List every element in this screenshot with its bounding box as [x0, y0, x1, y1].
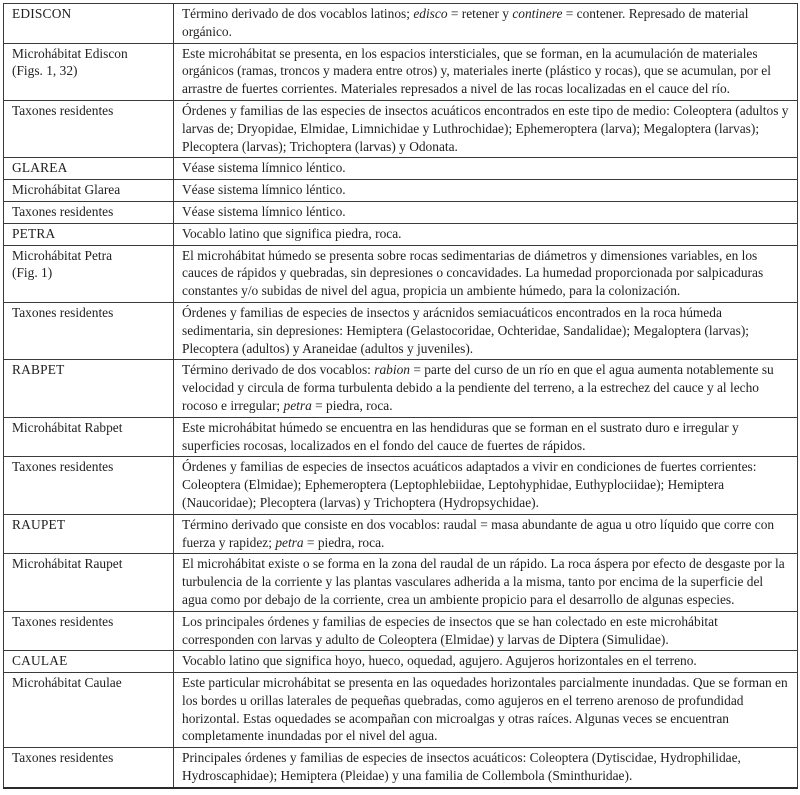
table-row-0-term [4, 4, 798, 44]
table-row-10-attribute [4, 417, 798, 457]
table-row-7-attribute [4, 245, 798, 302]
description-cell [174, 417, 798, 457]
label-line: Taxones residentes [12, 750, 114, 766]
table-row-8-attribute [4, 302, 798, 359]
table-row-13-attribute [4, 554, 798, 611]
label-line: (Fig. 1) [12, 265, 53, 281]
text-segment: Los principales órdenes y familias de especies de insectos que se han colectado en este microhábitat corresponden con larvas y adulto de Coleoptera (Elmidae) y larvas de Diptera (Simulidae). [182, 613, 718, 647]
label-line: CAULAE [12, 653, 68, 669]
attribute-label-cell [4, 457, 174, 514]
table-row-11-attribute [4, 457, 798, 514]
label-line: Microhábitat Raupet [12, 556, 123, 572]
text-segment: = parte del curso de un río en que el agua aumenta notablemente su velocidad y circula de forma turbulenta debido a la pendiente del terreno, a la estrechez del cauce y al lecho rocoso e irregular; [182, 362, 774, 413]
description-cell [174, 651, 798, 673]
attribute-label-cell [4, 611, 174, 651]
attribute-label-cell [4, 43, 174, 100]
label-line: Taxones residentes [12, 459, 114, 475]
text-segment: Órdenes y familias de especies de insectos acuáticos adaptados a vivir en condiciones de fuertes corrientes: Coleoptera (Elmidae); Ephemeroptera (Leptophlebiidae, Leptohyphidae, Euthyplociidae); Hemiptera (Naucoridae); Plecoptera (larvas) y Trichoptera (Hydropsychidae). [182, 459, 757, 510]
text-segment: Véase sistema límnico léntico. [182, 203, 346, 219]
attribute-label-cell [4, 748, 174, 788]
italic-text-segment: rabion [374, 362, 410, 378]
attribute-label-cell [4, 245, 174, 302]
italic-text-segment: continere [512, 6, 563, 21]
text-segment: Término derivado de dos vocablos latinos; [182, 6, 414, 21]
table-row-4-attribute [4, 180, 798, 202]
table-row-15-term [4, 651, 798, 673]
label-line: Microhábitat Petra [12, 247, 113, 263]
text-segment: El microhábitat húmedo se presenta sobre rocas sedimentarias de diámetros y dimensiones variables, en los cauces de rápidos y quebradas, sin depresiones o concavidades. La humedad proporcionada por salpicaduras constantes y/o subidas de nivel del agua, propicia un ambiente húmedo, para la colonización. [182, 247, 764, 299]
description-cell [174, 514, 798, 554]
table-row-5-attribute [4, 201, 798, 223]
text-segment: Véase sistema límnico léntico. [182, 160, 346, 176]
text-segment: = piedra, roca. [311, 397, 393, 413]
text-segment: Este microhábitat se presenta, en los espacios intersticiales, que se forman, en la acumulación de materiales orgánicos (ramas, troncos y madera entre otros) y, materiales inerte (plástico y rocas), que se acumulan, por el arrastre de fuertes corrientes. Materiales represados a nivel de las rocas localizadas en el cauce del río. [182, 45, 771, 97]
term-name-cell [4, 158, 174, 180]
table-row-9-term [4, 360, 798, 417]
label-line: Microhábitat Caulae [12, 675, 122, 691]
text-segment: Vocablo latino que significa piedra, roca. [182, 225, 402, 241]
term-name-cell [4, 4, 174, 44]
description-cell [174, 611, 798, 651]
label-line: Microhábitat Ediscon [12, 45, 128, 61]
text-segment: Término derivado de dos vocablos: [182, 362, 375, 378]
description-cell [174, 100, 798, 157]
label-line: Microhábitat Rabpet [12, 419, 123, 435]
description-cell [174, 201, 798, 223]
attribute-label-cell [4, 100, 174, 157]
table-row-2-attribute [4, 100, 798, 157]
table-row-12-term [4, 514, 798, 554]
term-name-cell [4, 223, 174, 245]
label-line: Microhábitat Glarea [12, 182, 121, 198]
description-cell [174, 245, 798, 302]
text-segment: = piedra, roca. [303, 534, 385, 550]
term-name-cell [4, 514, 174, 554]
table-row-3-term [4, 158, 798, 180]
description-cell [174, 223, 798, 245]
text-segment: Este microhábitat húmedo se encuentra en las hendiduras que se forman en el sustrato duro e irregular y superficies rocosas, localizados en el fondo del cauce de fuertes de rápidos. [182, 419, 739, 453]
label-line: (Figs. 1, 32) [12, 63, 78, 79]
italic-text-segment: edisco [413, 6, 448, 21]
attribute-label-cell [4, 673, 174, 748]
text-segment: El microhábitat existe o se forma en la zona del raudal de un rápido. La roca áspera por efecto de desgaste por la turbulencia de la corriente y las plantas vasculares adherida a la misma, tanto por encima de la superficie del agua como por debajo de la corriente, crea un ambiente propicio para el desarrollo de algunas especies. [182, 556, 785, 607]
table-row-1-attribute [4, 43, 798, 100]
label-line: RABPET [12, 362, 65, 378]
label-line: Taxones residentes [12, 102, 114, 118]
description-cell [174, 554, 798, 611]
text-segment: = retener y [447, 6, 513, 21]
description-cell [174, 748, 798, 788]
attribute-label-cell [4, 201, 174, 223]
description-cell [174, 4, 798, 44]
label-line: RAUPET [12, 516, 66, 532]
text-segment: Vocablo latino que significa hoyo, hueco, oquedad, agujero. Agujeros horizontales en el terreno. [182, 653, 697, 669]
description-cell [174, 360, 798, 417]
term-name-cell [4, 360, 174, 417]
italic-text-segment: petra [275, 534, 304, 550]
table-row-16-attribute [4, 673, 798, 748]
attribute-label-cell [4, 302, 174, 359]
text-segment: Término derivado que consiste en dos vocablos: raudal = masa abundante de agua u otro líquido que corre con fuerza y rapidez; [182, 516, 775, 550]
term-name-cell [4, 651, 174, 673]
table-row-6-term [4, 223, 798, 245]
text-segment: Este particular microhábitat se presenta en las oquedades horizontales parcialmente inundadas. Que se forman en los bordes u orillas laterales de pequeñas quebradas, como agujeros en el terreno arenoso de profundidad horizontal. Estas oquedades se acompañan con microalgas y otras raíces. Algunas veces se encuentran completamente inundadas por el nivel del agua. [182, 675, 788, 744]
label-line: PETRA [12, 225, 56, 241]
text-segment: Principales órdenes y familias de especies de insectos acuáticos: Coleoptera (Dytiscidae, Hydrophilidae, Hydroscaphidae); Hemiptera (Pleidae) y una familia de Collembola (Sminthuridae). [182, 750, 741, 784]
table-row-17-attribute [4, 748, 798, 788]
text-segment: Órdenes y familias de especies de insectos y arácnidos semiacuáticos encontrados en la roca húmeda sedimentaria, sin depresiones: Hemiptera (Gelastocoridae, Ochteridae, Sandalidae); Megaloptera (larvas); Plecoptera (adultos) y Araneidae (adultos y juveniles). [182, 304, 750, 356]
description-cell [174, 158, 798, 180]
attribute-label-cell [4, 417, 174, 457]
label-line: Taxones residentes [12, 304, 114, 320]
text-segment: Órdenes y familias de las especies de insectos acuáticos encontrados en este tipo de medio: Coleoptera (adultos y larvas de; Dryopidae, Elmidae, Limnichidae y Luthrochidae); Ephemeroptera (larva); Megaloptera (larvas); Plecoptera (larvas); Trichoptera (larvas) y Odonata. [182, 102, 789, 154]
description-cell [174, 180, 798, 202]
text-segment: Véase sistema límnico léntico. [182, 182, 346, 198]
label-line: GLAREA [12, 160, 68, 176]
description-cell [174, 457, 798, 514]
label-line: EDISCON [12, 6, 72, 21]
microhabitat-definitions-table [3, 3, 798, 789]
label-line: Taxones residentes [12, 203, 114, 219]
description-cell [174, 43, 798, 100]
label-line: Taxones residentes [12, 613, 114, 629]
attribute-label-cell [4, 180, 174, 202]
table-row-14-attribute [4, 611, 798, 651]
attribute-label-cell [4, 554, 174, 611]
description-cell [174, 302, 798, 359]
text-segment: = contener. Represado de material orgánico. [182, 6, 749, 39]
italic-text-segment: petra [283, 397, 312, 413]
description-cell [174, 673, 798, 748]
